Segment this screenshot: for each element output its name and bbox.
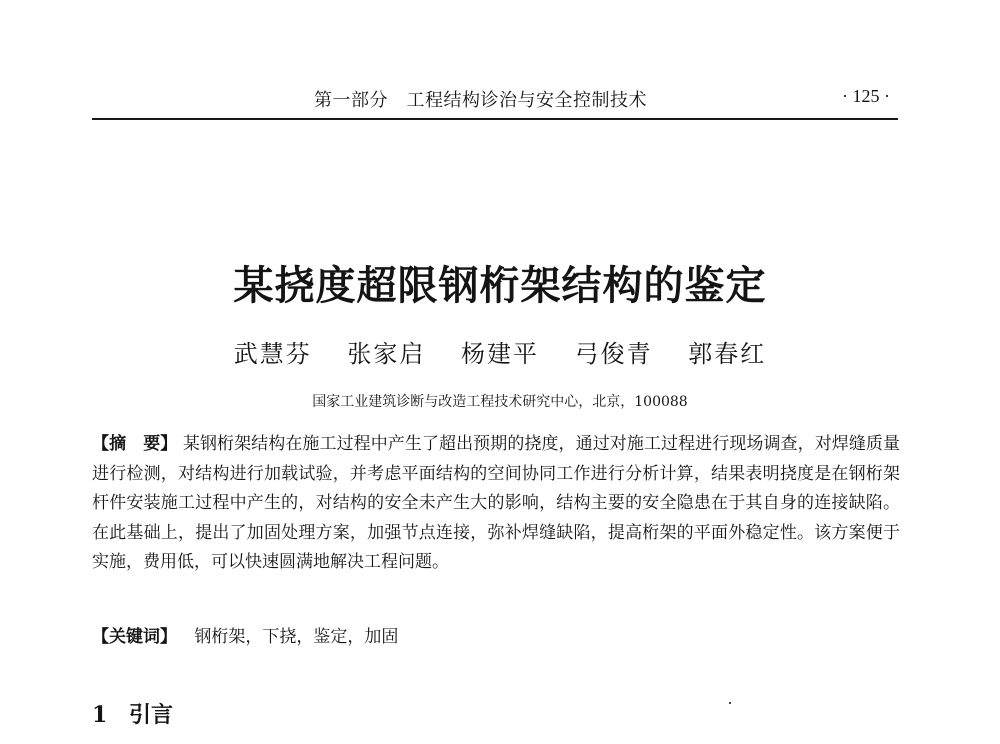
section-title: 引言 — [128, 702, 173, 728]
keywords — [92, 622, 900, 647]
author-name: 杨建平 — [461, 340, 539, 368]
scan-speck — [729, 702, 731, 704]
keywords-text: 钢桁架，下挠，鉴定，加固 — [194, 627, 399, 647]
author-name: 武慧芬 — [233, 340, 312, 368]
abstract-text: 某钢桁架结构在施工过程中产生了超出预期的挠度，通过对施工过程进行现场调查，对焊缝质量进行检测，对结构进行加载试验，并考虑平面结构的空间协同工作进行分析计算，结果表明挠度是在钢桁架杆件安装施工过程中产生的，对结构的安全未产生大的影响，结构主要的安全隐患在于其自身的连接缺陷。在此基础上，提出了加固处理方案，加强节点连接，弥补焊缝缺陷，提高桁架的平面外稳定性。该方案便于实施，费用低，可以快速圆满地解决工程问题。 — [92, 434, 901, 572]
running-head — [92, 82, 898, 116]
abstract — [92, 430, 900, 578]
affiliation: 国家工业建筑诊断与改造工程技术研究中心，北京，100088 — [312, 394, 688, 410]
abstract-label: 【摘 要】 — [92, 434, 178, 454]
page-number: · 125 · — [842, 86, 890, 106]
section-heading — [92, 698, 173, 729]
section-number: 1 — [92, 702, 108, 728]
author-name: 弓俊青 — [574, 340, 653, 368]
author-name: 郭春红 — [688, 340, 767, 368]
keywords-label: 【关键词】 — [92, 627, 177, 647]
running-head-section: 第一部分 工程结构诊治与安全控制技术 — [314, 90, 647, 111]
author-name: 张家启 — [347, 340, 426, 368]
author-list — [0, 334, 1000, 369]
header-rule — [92, 118, 898, 120]
paper-title: 某挠度超限钢桁架结构的鉴定 — [233, 262, 767, 309]
